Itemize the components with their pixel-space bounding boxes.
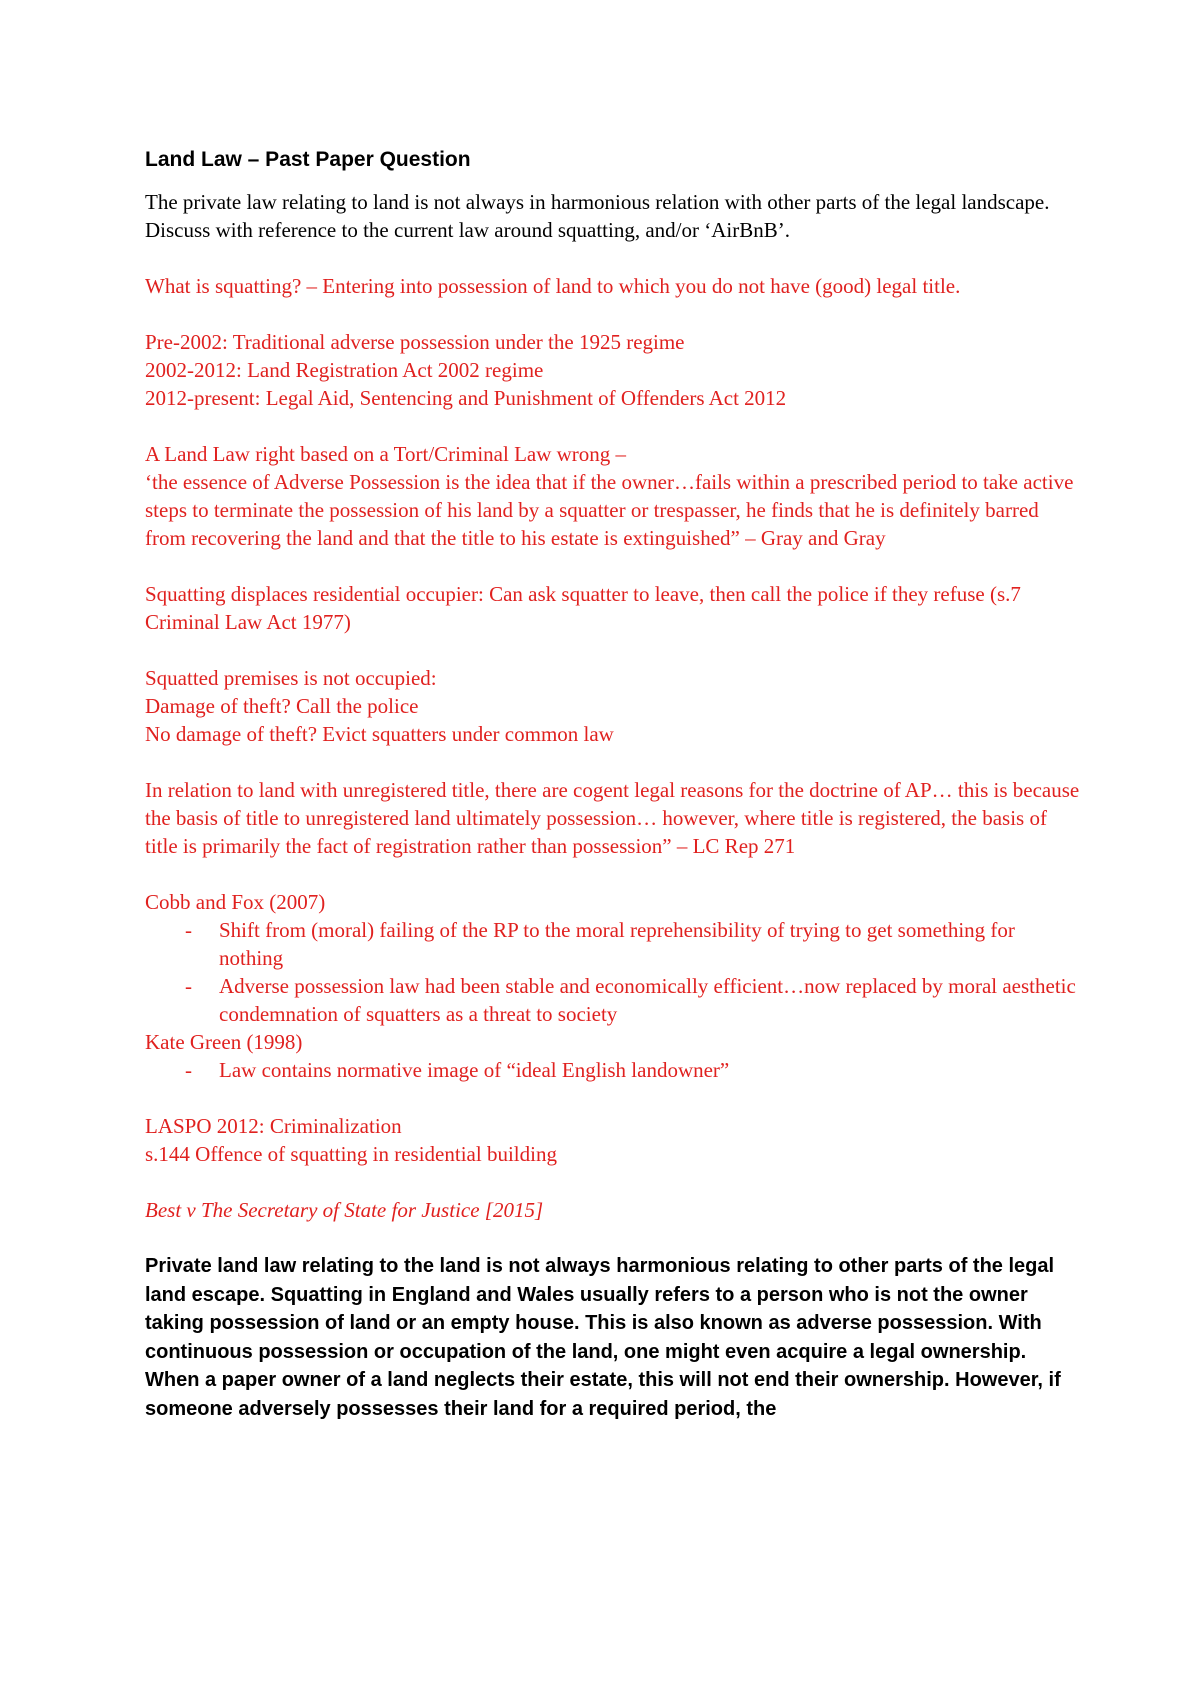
bullet-text: Shift from (moral) failing of the RP to the moral reprehensibility of trying to get something for nothing (219, 918, 1015, 970)
bullet-text: Adverse possession law had been stable and economically efficient…now replaced by moral aesthetic condemnation of squatters as a threat to society (219, 974, 1076, 1026)
tort-heading: A Land Law right based on a Tort/Criminal Law wrong – (145, 442, 627, 466)
regime-item: Pre-2002: Traditional adverse possession under the 1925 regime (145, 330, 685, 354)
cobb-fox-heading: Cobb and Fox (2007) (145, 890, 326, 914)
not-occupied-item: Damage of theft? Call the police (145, 694, 419, 718)
regime-item: 2012-present: Legal Aid, Sentencing and Punishment of Offenders Act 2012 (145, 386, 787, 410)
displaces-occupier-note: Squatting displaces residential occupier: Can ask squatter to leave, then call the police if they refuse (s.7 Criminal Law Act 1977) (145, 582, 1021, 634)
case-citation: Best v The Secretary of State for Justice [2015] (145, 1198, 544, 1222)
kate-green-heading: Kate Green (1998) (145, 1030, 303, 1054)
kate-green-bullets (145, 1056, 1080, 1084)
not-occupied-heading: Squatted premises is not occupied: (145, 666, 437, 690)
bullet-marker: - (185, 1058, 192, 1082)
regime-item: 2002-2012: Land Registration Act 2002 regime (145, 358, 544, 382)
squatting-definition: What is squatting? – Entering into possession of land to which you do not have (good) legal title. (145, 274, 961, 298)
bullet-item (145, 916, 1080, 972)
academic-commentary (145, 888, 1080, 1084)
law-commission-quote: In relation to land with unregistered title, there are cogent legal reasons for the doctrine of AP… this is because the basis of title to unregistered land ultimately possession… however, where title is registered, the basis of title is primarily the fact of registration rather than possession” – LC Rep 271 (145, 778, 1080, 858)
bullet-item (145, 972, 1080, 1028)
tort-section (145, 440, 1080, 552)
bullet-marker: - (185, 918, 192, 942)
exam-question: The private law relating to land is not always in harmonious relation with other parts of the legal landscape. Discuss with reference to the current law around squatting, and/or ‘AirBnB’. (145, 190, 1050, 242)
not-occupied-section (145, 664, 1080, 748)
laspo-heading: LASPO 2012: Criminalization (145, 1114, 402, 1138)
laspo-section (145, 1112, 1080, 1168)
not-occupied-item: No damage of theft? Evict squatters under common law (145, 722, 614, 746)
document-body (145, 146, 1080, 1423)
bullet-item (145, 1056, 1080, 1084)
laspo-offence: s.144 Offence of squatting in residential building (145, 1142, 557, 1166)
cobb-fox-bullets (145, 916, 1080, 1028)
regimes-list (145, 328, 1080, 412)
document-title: Land Law – Past Paper Question (145, 148, 471, 171)
gray-quote: ‘the essence of Adverse Possession is the idea that if the owner…fails within a prescribed period to take active steps to terminate the possession of his land by a squatter or trespasser, he finds that he is definitely barred from recovering the land and that the title to his estate is extinguished” – Gray and Gray (145, 470, 1074, 550)
bullet-marker: - (185, 974, 192, 998)
essay-paragraph: Private land law relating to the land is not always harmonious relating to other parts of the legal land escape. Squatting in England and Wales usually refers to a person who is not the owner taking possession of land or an empty house. This is also known as adverse possession. With continuous possession or occupation of the land, one might even acquire a legal ownership. When a paper owner of a land neglects their estate, this will not end their ownership. However, if someone adversely possesses their land for a required period, the (145, 1255, 1061, 1420)
bullet-text: Law contains normative image of “ideal English landowner” (219, 1058, 730, 1082)
